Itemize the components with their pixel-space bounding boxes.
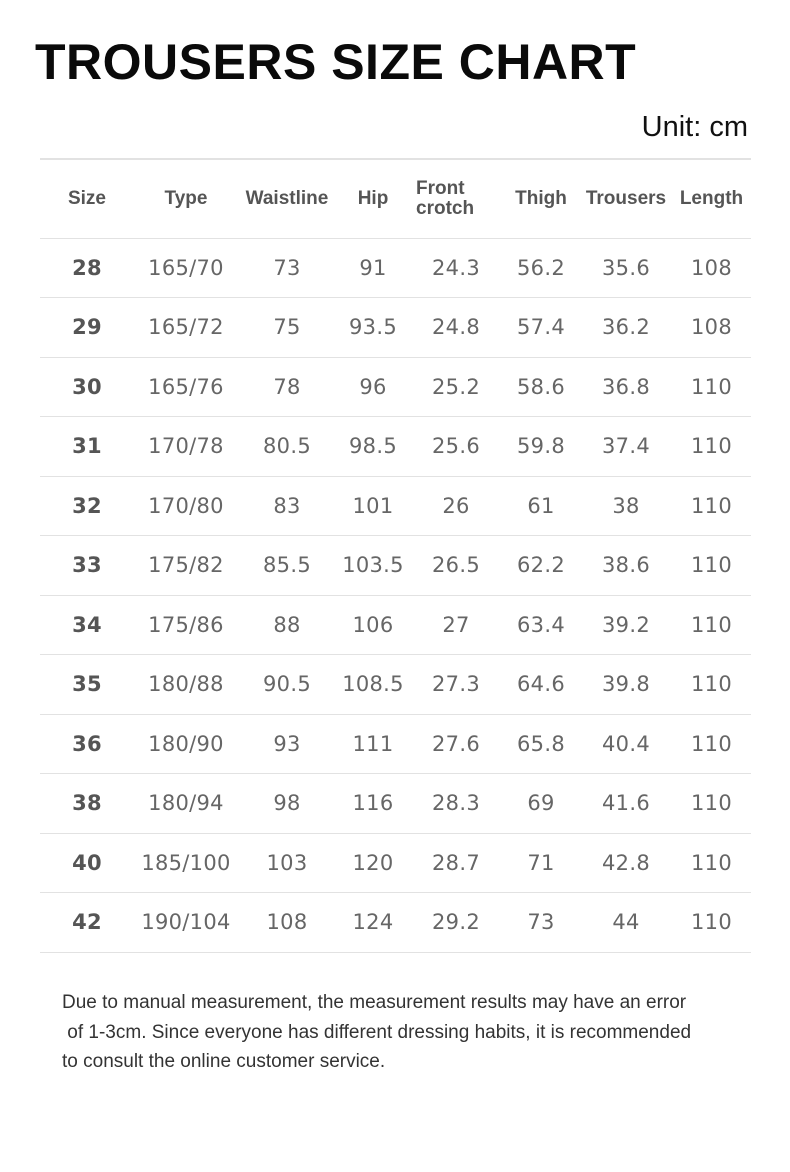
cell-trousers: 36.2 — [580, 298, 672, 358]
table-header — [40, 159, 751, 238]
table-row — [40, 833, 751, 893]
cell-trousers: 38 — [580, 476, 672, 536]
cell-thigh: 56.2 — [502, 238, 580, 298]
cell-trousers: 36.8 — [580, 357, 672, 417]
table-row — [40, 714, 751, 774]
cell-waistline: 90.5 — [238, 655, 336, 715]
cell-thigh: 65.8 — [502, 714, 580, 774]
cell-thigh: 64.6 — [502, 655, 580, 715]
cell-type: 180/94 — [134, 774, 238, 834]
cell-trousers: 39.2 — [580, 595, 672, 655]
note-line: Due to manual measurement, the measurement results may have an error — [62, 992, 687, 1013]
cell-type: 170/78 — [134, 417, 238, 477]
cell-type: 175/86 — [134, 595, 238, 655]
header-row — [40, 159, 751, 238]
measurement-note — [62, 988, 742, 1077]
cell-type: 180/88 — [134, 655, 238, 715]
cell-thigh: 57.4 — [502, 298, 580, 358]
header-size: Size — [40, 159, 134, 238]
cell-waistline: 83 — [238, 476, 336, 536]
cell-length: 110 — [672, 357, 751, 417]
cell-waistline: 103 — [238, 833, 336, 893]
cell-trousers: 41.6 — [580, 774, 672, 834]
cell-front-crotch: 25.2 — [410, 357, 502, 417]
unit-label: Unit: cm — [641, 111, 748, 143]
size-chart-table — [40, 158, 751, 953]
table-row — [40, 417, 751, 477]
cell-thigh: 62.2 — [502, 536, 580, 596]
cell-size: 38 — [40, 774, 134, 834]
table-body — [40, 238, 751, 952]
cell-waistline: 85.5 — [238, 536, 336, 596]
cell-type: 175/82 — [134, 536, 238, 596]
table-row — [40, 595, 751, 655]
cell-thigh: 58.6 — [502, 357, 580, 417]
cell-type: 185/100 — [134, 833, 238, 893]
header-hip: Hip — [336, 159, 410, 238]
cell-front-crotch: 27.6 — [410, 714, 502, 774]
cell-front-crotch: 26.5 — [410, 536, 502, 596]
cell-hip: 103.5 — [336, 536, 410, 596]
cell-thigh: 59.8 — [502, 417, 580, 477]
cell-trousers: 40.4 — [580, 714, 672, 774]
cell-size: 36 — [40, 714, 134, 774]
cell-length: 108 — [672, 298, 751, 358]
cell-trousers: 38.6 — [580, 536, 672, 596]
header-thigh: Thigh — [502, 159, 580, 238]
table-row — [40, 476, 751, 536]
table-row — [40, 655, 751, 715]
cell-length: 110 — [672, 655, 751, 715]
cell-hip: 108.5 — [336, 655, 410, 715]
cell-size: 32 — [40, 476, 134, 536]
note-line: of 1-3cm. Since everyone has different dressing habits, it is recommended — [62, 1021, 692, 1043]
table-row — [40, 357, 751, 417]
cell-size: 42 — [40, 893, 134, 953]
cell-size: 33 — [40, 536, 134, 596]
header-type: Type — [134, 159, 238, 238]
cell-thigh: 71 — [502, 833, 580, 893]
cell-length: 110 — [672, 417, 751, 477]
header-front-crotch — [410, 159, 502, 238]
cell-length: 110 — [672, 714, 751, 774]
cell-hip: 93.5 — [336, 298, 410, 358]
note-line: to consult the online customer service. — [62, 1051, 386, 1072]
cell-type: 180/90 — [134, 714, 238, 774]
header-waistline: Waistline — [238, 159, 336, 238]
cell-waistline: 108 — [238, 893, 336, 953]
cell-type: 170/80 — [134, 476, 238, 536]
cell-hip: 106 — [336, 595, 410, 655]
cell-front-crotch: 27 — [410, 595, 502, 655]
cell-type: 165/72 — [134, 298, 238, 358]
table-row — [40, 774, 751, 834]
header-length: Length — [672, 159, 751, 238]
cell-front-crotch: 29.2 — [410, 893, 502, 953]
cell-thigh: 63.4 — [502, 595, 580, 655]
cell-size: 40 — [40, 833, 134, 893]
cell-hip: 91 — [336, 238, 410, 298]
cell-trousers: 37.4 — [580, 417, 672, 477]
cell-waistline: 78 — [238, 357, 336, 417]
cell-length: 110 — [672, 476, 751, 536]
table-row — [40, 298, 751, 358]
cell-hip: 116 — [336, 774, 410, 834]
cell-waistline: 93 — [238, 714, 336, 774]
cell-type: 165/70 — [134, 238, 238, 298]
cell-size: 28 — [40, 238, 134, 298]
cell-hip: 111 — [336, 714, 410, 774]
cell-length: 110 — [672, 774, 751, 834]
cell-hip: 98.5 — [336, 417, 410, 477]
cell-trousers: 35.6 — [580, 238, 672, 298]
table-row — [40, 893, 751, 953]
header-front-crotch-line2: crotch — [416, 197, 475, 219]
cell-type: 165/76 — [134, 357, 238, 417]
cell-length: 110 — [672, 536, 751, 596]
cell-length: 110 — [672, 595, 751, 655]
cell-front-crotch: 26 — [410, 476, 502, 536]
table-row — [40, 536, 751, 596]
cell-length: 110 — [672, 833, 751, 893]
cell-waistline: 73 — [238, 238, 336, 298]
table-row — [40, 238, 751, 298]
cell-front-crotch: 25.6 — [410, 417, 502, 477]
cell-trousers: 42.8 — [580, 833, 672, 893]
cell-size: 29 — [40, 298, 134, 358]
cell-front-crotch: 28.3 — [410, 774, 502, 834]
cell-front-crotch: 28.7 — [410, 833, 502, 893]
header-front-crotch-line1: Front — [416, 177, 465, 199]
cell-trousers: 44 — [580, 893, 672, 953]
cell-hip: 96 — [336, 357, 410, 417]
cell-front-crotch: 27.3 — [410, 655, 502, 715]
cell-waistline: 75 — [238, 298, 336, 358]
cell-waistline: 88 — [238, 595, 336, 655]
page-title: TROUSERS SIZE CHART — [35, 34, 637, 90]
cell-hip: 124 — [336, 893, 410, 953]
cell-thigh: 73 — [502, 893, 580, 953]
cell-hip: 101 — [336, 476, 410, 536]
cell-thigh: 69 — [502, 774, 580, 834]
cell-front-crotch: 24.8 — [410, 298, 502, 358]
cell-hip: 120 — [336, 833, 410, 893]
cell-type: 190/104 — [134, 893, 238, 953]
cell-length: 110 — [672, 893, 751, 953]
cell-front-crotch: 24.3 — [410, 238, 502, 298]
cell-waistline: 80.5 — [238, 417, 336, 477]
cell-size: 30 — [40, 357, 134, 417]
cell-trousers: 39.8 — [580, 655, 672, 715]
cell-waistline: 98 — [238, 774, 336, 834]
cell-size: 35 — [40, 655, 134, 715]
cell-size: 34 — [40, 595, 134, 655]
cell-size: 31 — [40, 417, 134, 477]
cell-length: 108 — [672, 238, 751, 298]
header-trousers: Trousers — [580, 159, 672, 238]
cell-thigh: 61 — [502, 476, 580, 536]
